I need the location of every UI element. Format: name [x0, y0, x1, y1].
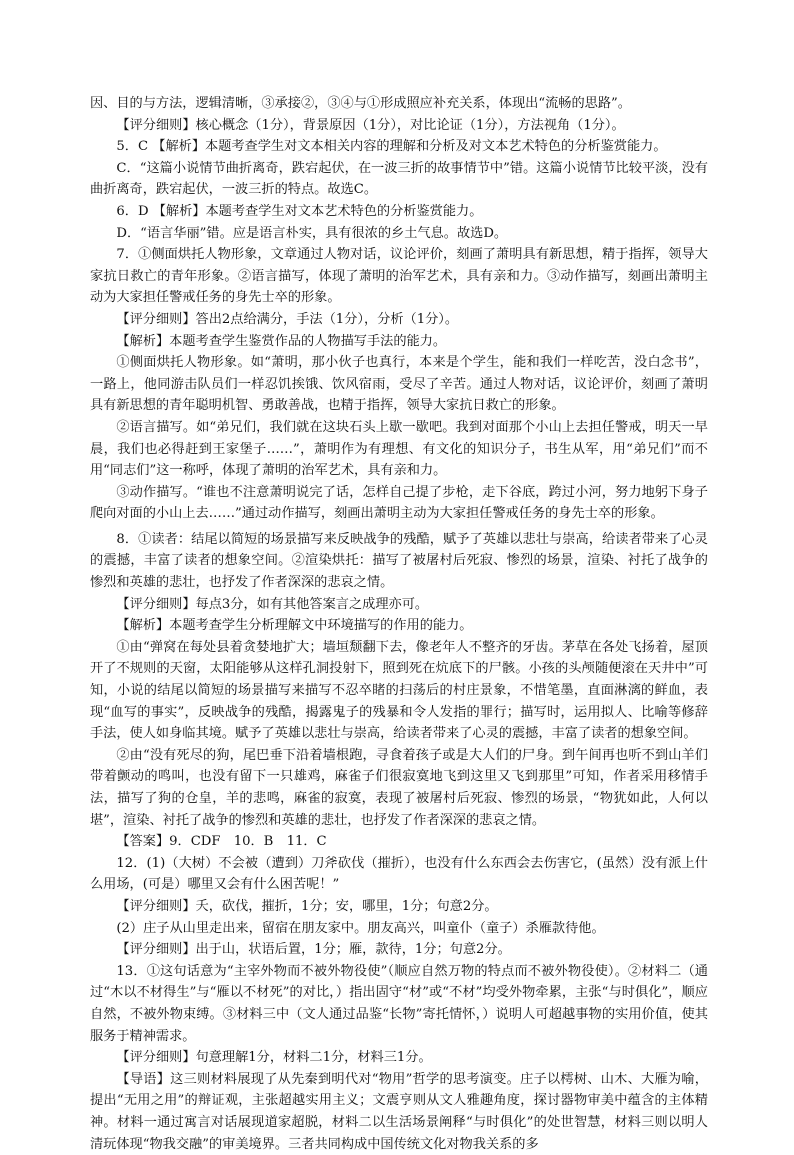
paragraph: 因、目的与方法，逻辑清晰，③承接②，③④与①形成照应补充关系，体现出“流畅的思路”。 [90, 96, 631, 111]
document-page [90, 93, 708, 1155]
paragraph: D．“语言华丽”错。应是语言朴实，具有很浓的乡土气息。故选D。 [116, 225, 508, 241]
paragraph: (2）庄子从山里走出来，留宿在朋友家中。朋友高兴，叫童仆（童子）杀雁款待他。 [116, 920, 605, 936]
paragraph: ①侧面烘托人物形象。如“萧明，那小伙子也真行，本来是个学生，能和我们一样吃苦，没白念书”，一路上，他同游击队员们一样忍饥挨饿、饮风宿雨，受尽了辛苦。通过人物对话，议论评价，刻画了萧明具有新思想的青年聪明机智、勇敢善战，也精于指挥，领导大家抗日救亡的形象。 [90, 355, 708, 414]
paragraph: 【评分细则】出于山，状语后置，1分；雁，款待，1分；句意2分。 [116, 942, 511, 958]
paragraph: ②语言描写。如“弟兄们，我们就在这块石头上歇一歇吧。我到对面那个小山上去担任警戒，明天一早晨，我们也必得赶到王家堡子……”，萧明作为有理想、有文化的知识分子，书生从军，用“弟兄们”而不用“同志们”这一称呼，体现了萧明的治军艺术，具有亲和力。 [90, 419, 708, 479]
paragraph: 【评分细则】核心概念（1分），背景原因（1分），对比论证（1分），方法视角（1分）。 [116, 117, 625, 133]
paragraph: 【解析】本题考查学生分析理解文中环境描写的作用的能力。 [116, 618, 473, 634]
paragraph: 7．①侧面烘托人物形象，文章通过人物对话，议论评价，刻画了萧明具有新思想，精于指挥，领导大家抗日救亡的青年形象。②语言描写，体现了萧明的治军艺术，具有亲和力。③动作描写，刻画出萧明主动为大家担任警戒任务的身先士卒的形象。 [90, 247, 708, 306]
paragraph: 【评分细则】夭，砍伐，摧折，1分；安，哪里，1分；句意2分。 [116, 898, 498, 914]
paragraph: 8．①读者：结尾以简短的场景描写来反映战争的残酷，赋予了英雄以悲壮与崇高，给读者带来了心灵的震撼，丰富了读者的想象空间。②渲染烘托：描写了被屠村后死寂、惨烈的场景，渲染、衬托了战争的惨烈和英雄的悲壮，也抒发了作者深深的悲哀之情。 [90, 531, 708, 591]
paragraph: 【评分细则】答出2点给满分，手法（1分），分析（1分）。 [116, 311, 459, 327]
paragraph: ③动作描写。“谁也不注意萧明说完了话，怎样自己提了步枪，走下谷底，跨过小河，努力地躬下身子爬向对面的小山上去……”通过动作描写，刻画出萧明主动为大家担任警戒任务的身先士卒的形象。 [90, 484, 708, 522]
paragraph: 【解析】本题考查学生鉴赏作品的人物描写手法的能力。 [116, 333, 447, 349]
paragraph: ②由“没有死尽的狗，尾巴垂下沿着墙根跑，寻食着孩子或是大人们的尸身。到午间再也听不到山羊们带着颤动的鸣叫，也没有留下一只雄鸡，麻雀子们很寂寞地飞到这里又飞到那里”可知，作者采用移情手法，描写了狗的仓皇，羊的悲鸣，麻雀的寂寞，表现了被屠村后死寂、惨烈的场景，“物犹如此，人何以堪”，渲染、衬托了战争的惨烈和英雄的悲壮，也抒发了作者深深的悲哀之情。 [90, 747, 708, 828]
paragraph: 12．(1)（大树）不会被（遭到）刀斧砍伐（摧折），也没有什么东西会去伤害它，(虽然）没有派上什么用场，(可是）哪里又会有什么困苦呢！” [90, 855, 708, 893]
paragraph: 【评分细则】句意理解1分，材料二1分，材料三1分。 [116, 1050, 432, 1066]
paragraph: C．“这篇小说情节曲折离奇，跌宕起伏，在一波三折的故事情节中”错。这篇小说情节比较平淡，没有曲折离奇，跌宕起伏，一波三折的特点。故选C。 [90, 160, 708, 198]
paragraph: 13．①这句话意为“主宰外物而不被外物役使”（顺应自然万物的特点而不被外物役使）。②材料二（通过“木以不材得生”与“雁以不材死”的对比，）指出固守“材”或“不材”均受外物牵累，主张“与时俱化”，顺应自然，不被外物束缚。③材料三中（文人通过品鉴“长物”寄托情怀，）说明人可超越事物的实用价值，使其服务于精神需求。 [90, 963, 708, 1044]
paragraph: 6．D 【解析】本题考查学生对文本艺术特色的分析鉴赏能力。 [116, 203, 483, 219]
paragraph: 【答案】9．CDF 10．B 11．C [116, 834, 327, 850]
paragraph: 【导语】这三则材料展现了从先秦到明代对“物用”哲学的思考演变。庄子以樗树、山木、大雁为喻，提出“无用之用”的辩证观，主张超越实用主义；文震亨则从文人雅趣角度，探讨器物审美中蕴含的主体精神。材料一通过寓言对话展现道家超脱，材料二以生活场景阐释“与时俱化”的处世智慧，材料三则以明人清玩体现“物我交融”的审美境界。三者共同构成中国传统文化对物我关系的多 [90, 1071, 708, 1152]
paragraph: 5．C 【解析】本题考查学生对文本相关内容的理解和分析及对文本艺术特色的分析鉴赏能力。 [116, 139, 667, 155]
paragraph: 【评分细则】每点3分，如有其他答案言之成理亦可。 [116, 596, 429, 612]
paragraph: ①由“弹窝在每处县着贪婪地扩大；墙垣颓翻下去，像老年人不整齐的牙齿。茅草在各处飞扬着，屋顶开了不规则的天窗，太阳能够从这样孔洞投射下，照到死在炕底下的尸骸。小孩的头颅随便滚在天井中”可知，小说的结尾以简短的场景描写来描写不忍卒睹的扫荡后的村庄景象，不惜笔墨，直面淋漓的鲜血，表现“血写的事实”，反映战争的残酷，揭露鬼子的残暴和令人发指的罪行；描写时，运用拟人、比喻等修辞手法，使人如身临其境。赋予了英雄以悲壮与崇高，给读者带来了心灵的震撼，丰富了读者的想象空间。 [90, 639, 708, 742]
